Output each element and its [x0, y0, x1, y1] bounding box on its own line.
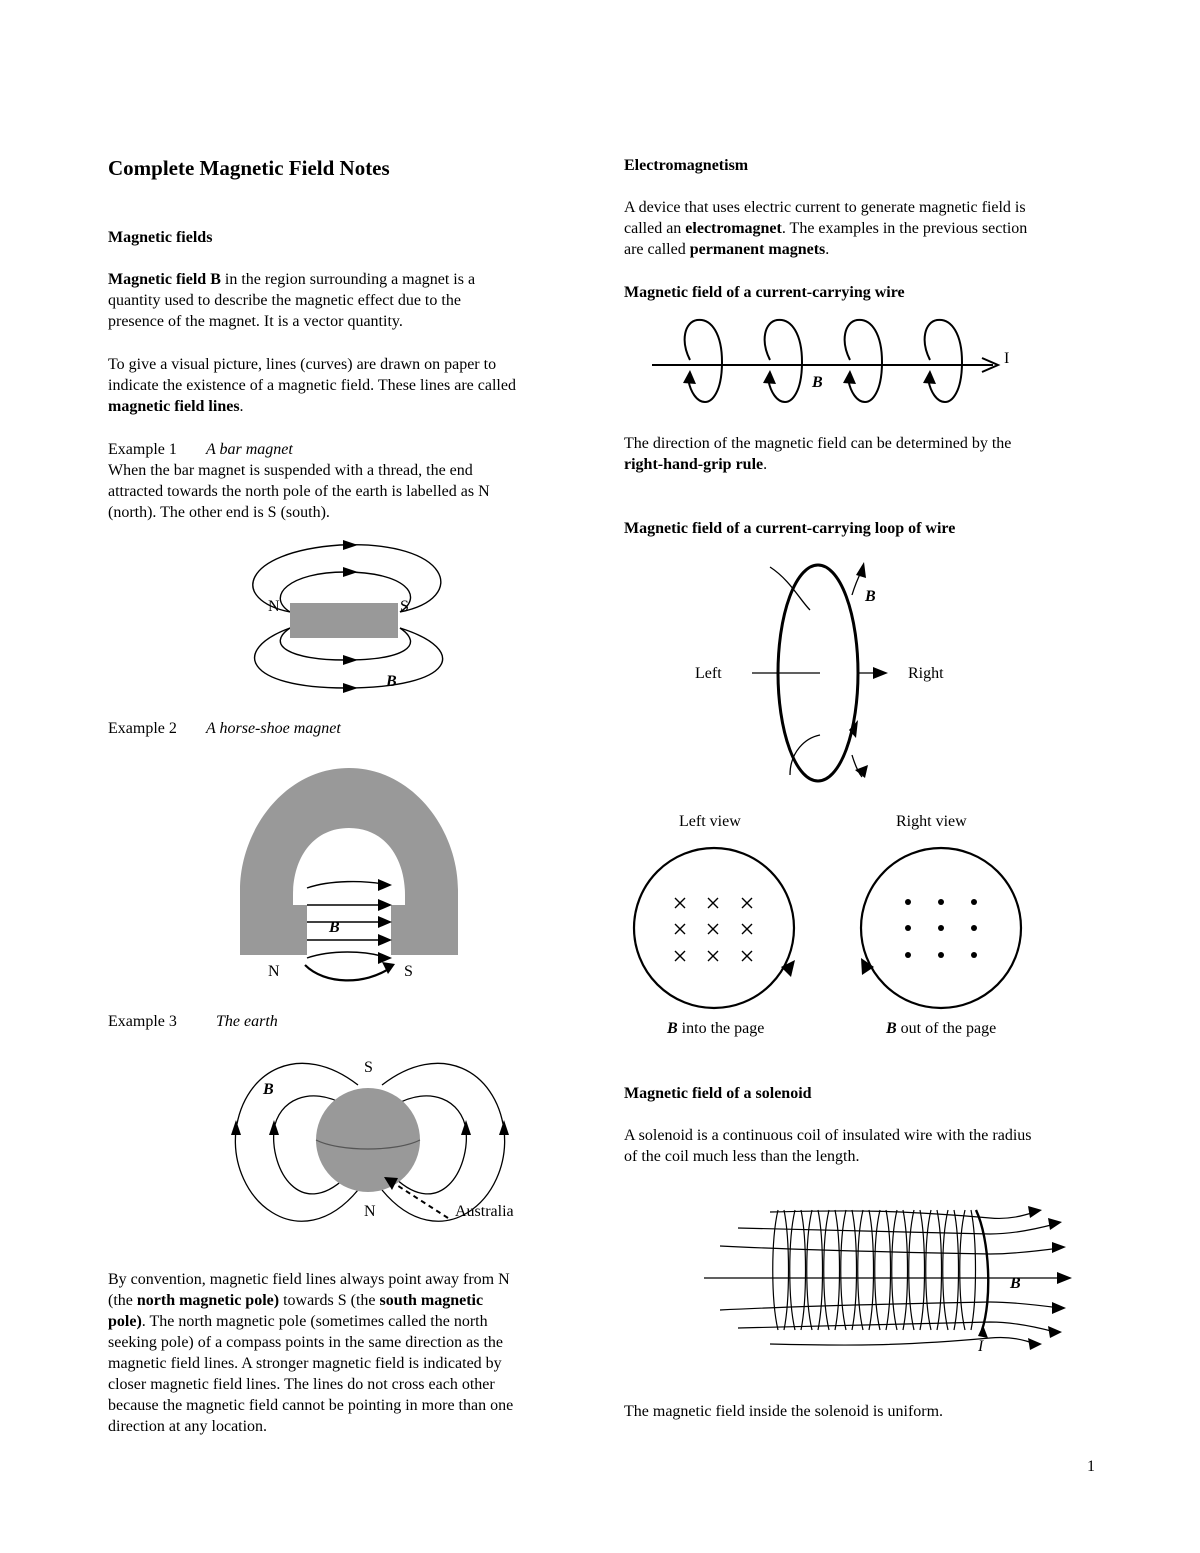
solenoid-i-label: I [978, 1338, 984, 1355]
loop-left-label: Left [695, 665, 722, 682]
horseshoe-s-label: S [404, 963, 413, 980]
earth-n-label: N [364, 1203, 376, 1220]
term-magnetic-field-b: Magnetic field B [108, 271, 221, 288]
term-electromagnet: electromagnet [685, 220, 782, 237]
bar-magnet-s-label: S [400, 598, 409, 615]
term-permanent-magnets: permanent magnets [689, 241, 826, 258]
loop-right-label: Right [908, 665, 944, 682]
earth-australia-label: Australia [455, 1203, 514, 1220]
example-3-name: The earth [216, 1013, 278, 1030]
term-north-magnetic-pole: north magnetic pole) [136, 1292, 280, 1309]
solenoid-last-coil [976, 1210, 988, 1330]
horseshoe-n-label: N [268, 963, 280, 980]
into-page-caption: B into the page [667, 1020, 765, 1037]
wire-current-label: I [1004, 350, 1010, 367]
solenoid-b-label: B [1010, 1275, 1021, 1292]
heading-solenoid: Magnetic field of a solenoid [624, 1085, 812, 1102]
solenoid-conclusion: The magnetic field inside the solenoid is uniform. [624, 1403, 944, 1420]
term-south-magnetic: south magnetic [379, 1292, 484, 1309]
bar-magnet-n-label: N [268, 598, 280, 615]
example-1-label: Example 1 [108, 441, 177, 458]
bar-magnet-b-label: B [386, 673, 397, 690]
example-3-label: Example 3 [108, 1013, 177, 1030]
earth-b-label: B [263, 1081, 274, 1098]
example-2-label: Example 2 [108, 720, 177, 737]
wire-b-label: B [812, 374, 823, 391]
right-view-label: Right view [896, 813, 967, 830]
term-right-hand-grip-rule: right-hand-grip rule [624, 456, 764, 473]
horseshoe-b-label: B [329, 919, 340, 936]
example-2-name: A horse-shoe magnet [206, 720, 341, 737]
out-of-page-caption: B out of the page [886, 1020, 997, 1037]
solenoid-coils [773, 1210, 976, 1330]
arrow-icon [978, 1325, 988, 1338]
heading-electromagnetism: Electromagnetism [624, 157, 749, 174]
earth-s-label: S [364, 1059, 373, 1076]
document-page: Complete Magnetic Field Notes Magnetic fields Magnetic field B in the region surrounding a magnet is a quantity used to describe the magnetic effect due to the presence of the magnet. It is a vector quantity. To give a visual picture, lines (curves) are drawn on paper to indicate the existence of a magnetic field. These lines are called magnetic field lines. Example 1 A bar magnet When the bar magnet is suspended with a thread, the end attracted towards the north pole of the earth is labelled as N (north). The other end is S (south). Example 2 A horse-shoe magnet Example 3 The earth By convention, magnetic field lines always point away from N (the north magnetic pole) towards S (the south magnetic pole). The north magnetic pole (sometimes called the north seeking pole) of a compass points in the same direction as the magnetic field lines. A stronger magnetic field is indicated by closer magnetic field lines. The lines do not cross each other because the magnetic field cannot be pointing in more than one direction at any location. N S B N S B S N B Australia Electromagnetism A device that uses electric current to generate magnetic field is called an electromagnet. The examples in the previous section are called permanent magnets. Magnetic field of a current-carrying wire The direction of the magnetic field can be determined by the right-hand-grip rule. Magnetic field of a current-carrying loop of wire Magnetic field of a solenoid A solenoid is a continuous coil of insulated wire with the radius of the coil much less than the length. The magnetic field inside the solenoid is uniform. I B B Left Right Left view Right view B into the page B out of the page B I 1 [0, 0, 1200, 1553]
heading-current-carrying-loop: Magnetic field of a current-carrying loop of wire [624, 520, 956, 537]
term-magnetic-field-lines: magnetic field lines [108, 398, 240, 415]
heading-current-carrying-wire: Magnetic field of a current-carrying wire [624, 284, 905, 301]
example-1-name: A bar magnet [206, 441, 293, 458]
loop-b-label: B [865, 588, 876, 605]
section-heading-magnetic-fields: Magnetic fields [108, 229, 213, 246]
arrow-icon [1057, 1272, 1072, 1284]
document-title: Complete Magnetic Field Notes [108, 156, 390, 180]
left-view-label: Left view [679, 813, 741, 830]
page-number: 1 [1087, 1458, 1095, 1475]
